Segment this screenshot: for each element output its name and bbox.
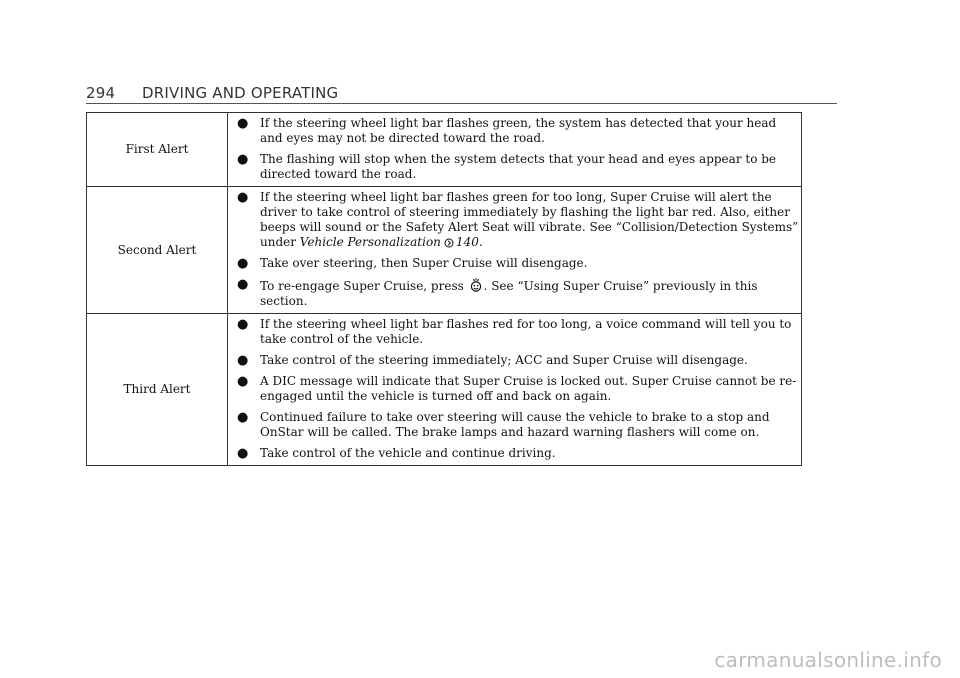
list-item-text: If the steering wheel light bar flashes green, the system has detected that your head and eyes may not be directed toward the road. — [260, 116, 777, 145]
alert-description-cell — [228, 187, 802, 314]
watermark: carmanualsonline.info — [714, 648, 942, 672]
cross-reference-page[interactable]: 140 — [455, 235, 479, 249]
super-cruise-icon — [469, 277, 483, 293]
list-item — [234, 256, 799, 271]
bullet-icon: ● — [237, 256, 249, 271]
list-item — [234, 116, 799, 146]
bullet-icon: ● — [237, 410, 249, 425]
bullet-list — [234, 116, 799, 182]
list-item-text: A DIC message will indicate that Super Cruise is locked out. Super Cruise cannot be re-engaged until the vehicle is turned off and back on again. — [260, 374, 797, 403]
table-row-second-alert — [87, 187, 802, 314]
cross-reference-title[interactable]: Vehicle Personalization — [299, 235, 441, 249]
list-item-text: Take control of the steering immediately; ACC and Super Cruise will disengage. — [260, 353, 748, 367]
bullet-icon: ● — [237, 152, 249, 167]
table-row-third-alert — [87, 314, 802, 466]
list-item-text: Take over steering, then Super Cruise will disengage. — [260, 256, 588, 270]
bullet-icon: ● — [237, 116, 249, 131]
table-row-first-alert — [87, 113, 802, 187]
list-item-text: If the steering wheel light bar flashes red for too long, a voice command will tell you to take control of the vehicle. — [260, 317, 792, 346]
list-item-text: If the steering wheel light bar flashes green for too long, Super Cruise will alert the driver to take control of steering immediately by flashing the light bar red. Also, either beeps will sound or the Safety Alert Seat will vibrate. See “Collision/Detection Systems” under — [260, 190, 799, 249]
alert-name-cell: First Alert — [87, 113, 228, 187]
list-item — [234, 446, 799, 461]
alert-name-cell: Second Alert — [87, 187, 228, 314]
list-item-text: To re-engage Super Cruise, press — [260, 279, 468, 293]
list-item-text: Take control of the vehicle and continue driving. — [260, 446, 556, 460]
page-number: 294 — [86, 84, 116, 102]
bullet-icon: ● — [237, 353, 249, 368]
bullet-icon: ● — [237, 277, 249, 292]
alert-description-cell — [228, 113, 802, 187]
list-item-text-end: . See “Using Super Cruise” previously in this section. — [260, 279, 758, 308]
bullet-icon: ● — [237, 190, 249, 205]
list-item — [234, 277, 799, 309]
alert-description-cell — [228, 314, 802, 466]
header-rule — [86, 103, 837, 104]
list-item-text-end: . — [478, 235, 483, 249]
alert-name-cell: Third Alert — [87, 314, 228, 466]
page-header — [86, 84, 836, 102]
section-title: DRIVING AND OPERATING — [142, 84, 339, 102]
list-item — [234, 190, 799, 250]
page-reference-icon — [444, 238, 454, 248]
list-item — [234, 152, 799, 182]
list-item — [234, 317, 799, 347]
list-item-text: The flashing will stop when the system detects that your head and eyes appear to be directed toward the road. — [260, 152, 777, 181]
bullet-list — [234, 190, 799, 309]
bullet-icon: ● — [237, 317, 249, 332]
list-item — [234, 374, 799, 404]
list-item — [234, 410, 799, 440]
bullet-icon: ● — [237, 446, 249, 461]
bullet-icon: ● — [237, 374, 249, 389]
alerts-table — [86, 112, 802, 466]
list-item-text: Continued failure to take over steering will cause the vehicle to brake to a stop and OnStar will be called. The brake lamps and hazard warning flashers will come on. — [260, 410, 770, 439]
list-item — [234, 353, 799, 368]
bullet-list — [234, 317, 799, 461]
